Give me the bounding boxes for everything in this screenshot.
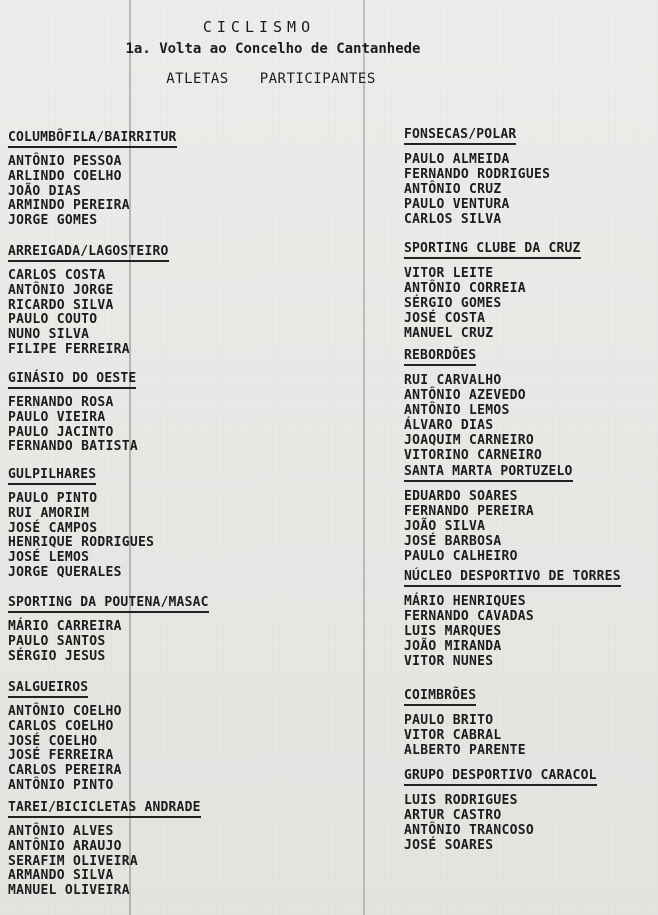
athlete-list xyxy=(404,594,621,669)
team-name: FONSECAS/POLAR xyxy=(404,127,516,145)
athlete-name: MÁRIO HENRIQUES xyxy=(404,594,526,609)
athlete-name: ARMANDO SILVA xyxy=(8,868,114,884)
athlete-name: ANTÔNIO PINTO xyxy=(8,777,114,793)
section-heading-left: ATLETAS xyxy=(166,71,229,87)
athlete-name: JOAQUIM CARNEIRO xyxy=(404,433,535,448)
athlete-name: MÁRIO CARREIRA xyxy=(8,619,122,634)
athlete-name: FERNANDO ROSA xyxy=(8,395,114,410)
athlete-name: RUI CARVALHO xyxy=(404,373,502,388)
team-name: COIMBRÕES xyxy=(404,688,476,706)
athlete-name: PAULO JACINTO xyxy=(8,424,114,440)
team-block xyxy=(8,463,154,581)
athlete-name: LUIS MARQUES xyxy=(404,624,502,639)
team-block xyxy=(404,237,581,341)
document-title: CICLISMO xyxy=(202,18,316,36)
athlete-name: VITORINO CARNEIRO xyxy=(404,448,543,463)
athlete-name: ANTÔNIO COELHO xyxy=(8,704,122,719)
athlete-name: ANTÔNIO ARAUJO xyxy=(8,838,122,854)
athlete-name: FERNANDO CAVADAS xyxy=(404,609,535,624)
athlete-name: MANUEL OLIVEIRA xyxy=(8,883,130,899)
athlete-name: JOSÉ CAMPOS xyxy=(8,520,98,536)
athlete-name: JOSÉ COELHO xyxy=(8,733,98,749)
athlete-name: ARMINDO PEREIRA xyxy=(8,198,130,214)
athlete-list xyxy=(404,489,573,564)
athlete-name: ANTÔNIO PESSOA xyxy=(8,154,122,169)
athlete-name: PAULO VIEIRA xyxy=(8,409,106,425)
athlete-name: RUI AMORIM xyxy=(8,505,90,521)
athlete-name: MANUEL CRUZ xyxy=(404,326,494,341)
athlete-list xyxy=(8,620,209,664)
athlete-name: JOSÉ LEMOS xyxy=(8,550,90,566)
athlete-name: FERNANDO PEREIRA xyxy=(404,504,535,519)
athlete-name: CARLOS SILVA xyxy=(404,212,502,227)
athlete-list xyxy=(8,396,138,455)
athlete-name: ANTÔNIO JORGE xyxy=(8,282,114,298)
athlete-name: PAULO BRITO xyxy=(404,713,494,728)
athlete-name: JOÃO MIRANDA xyxy=(404,639,502,654)
team-block xyxy=(8,240,169,358)
athlete-name: PAULO PINTO xyxy=(8,491,98,506)
athlete-name: ARTUR CASTRO xyxy=(404,808,502,823)
athlete-name: ANTÔNIO ALVES xyxy=(8,824,114,839)
athlete-name: ANTÔNIO CORREIA xyxy=(404,281,526,296)
athlete-name: ANTÔNIO TRANCOSO xyxy=(404,823,535,838)
athlete-name: JOSÉ COSTA xyxy=(404,311,486,326)
athlete-list xyxy=(404,266,581,341)
team-name: SPORTING CLUBE DA CRUZ xyxy=(404,241,581,259)
athlete-name: JOSÉ BARBOSA xyxy=(404,534,502,549)
athlete-name: SÉRGIO GOMES xyxy=(404,296,502,311)
athlete-name: ALBERTO PARENTE xyxy=(404,743,526,758)
athlete-name: NUNO SILVA xyxy=(8,327,90,343)
athlete-list xyxy=(404,713,526,758)
athlete-name: LUIS RODRIGUES xyxy=(404,793,518,808)
athlete-name: JOÃO SILVA xyxy=(404,519,486,534)
athlete-name: PAULO VENTURA xyxy=(404,197,510,212)
team-name: NÚCLEO DESPORTIVO DE TORRES xyxy=(404,569,621,587)
athlete-list xyxy=(8,269,169,358)
athlete-name: JOSÉ SOARES xyxy=(404,838,494,853)
team-name: COLUMBÔFILA/BAIRRITUR xyxy=(8,130,177,148)
athlete-name: ANTÔNIO AZEVEDO xyxy=(404,388,526,403)
athlete-name: ARLINDO COELHO xyxy=(8,168,122,184)
athlete-name: CARLOS COSTA xyxy=(8,268,106,283)
team-block xyxy=(8,796,201,899)
scan-streak xyxy=(363,0,365,915)
athlete-name: SERAFIM OLIVEIRA xyxy=(8,853,139,869)
athlete-name: PAULO ALMEIDA xyxy=(404,152,510,167)
athlete-list xyxy=(404,373,542,463)
team-block xyxy=(8,126,177,229)
team-block xyxy=(404,764,597,853)
team-name: REBORDÕES xyxy=(404,348,476,366)
team-name: GRUPO DESPORTIVO CARACOL xyxy=(404,768,597,786)
athlete-name: VITOR LEITE xyxy=(404,266,494,281)
team-block xyxy=(404,123,550,227)
athlete-name: VITOR NUNES xyxy=(404,654,494,669)
team-block xyxy=(8,367,138,455)
athlete-name: JOSÉ FERREIRA xyxy=(8,748,114,764)
team-block xyxy=(404,684,526,758)
athlete-name: CARLOS COELHO xyxy=(8,718,114,734)
athlete-name: HENRIQUE RODRIGUES xyxy=(8,535,155,551)
athlete-list xyxy=(404,152,550,227)
team-name: GULPILHARES xyxy=(8,467,96,485)
athlete-name: FERNANDO BATISTA xyxy=(8,439,139,455)
section-heading-right: PARTICIPANTES xyxy=(259,71,376,87)
athlete-name: EDUARDO SOARES xyxy=(404,489,518,504)
athlete-list xyxy=(8,705,122,794)
team-block xyxy=(404,460,573,564)
team-block xyxy=(404,565,621,669)
athlete-name: FILIPE FERREIRA xyxy=(8,341,130,357)
athlete-name: PAULO SANTOS xyxy=(8,633,106,649)
event-title: 1a. Volta ao Concelho de Cantanhede xyxy=(125,41,421,57)
section-heading xyxy=(0,71,600,87)
athlete-name: ÁLVARO DIAS xyxy=(404,418,494,433)
team-name: ARREIGADA/LAGOSTEIRO xyxy=(8,244,169,262)
team-name: SANTA MARTA PORTUZELO xyxy=(404,464,573,482)
athlete-name: PAULO CALHEIRO xyxy=(404,549,518,564)
athlete-name: SÉRGIO JESUS xyxy=(8,648,106,664)
athlete-list xyxy=(8,155,177,229)
team-name: GINÁSIO DO OESTE xyxy=(8,371,136,389)
team-name: TAREI/BICICLETAS ANDRADE xyxy=(8,800,201,818)
athlete-name: ANTÔNIO CRUZ xyxy=(404,182,502,197)
athlete-list xyxy=(404,793,597,853)
athlete-name: JORGE QUERALES xyxy=(8,564,122,580)
team-name: SALGUEIROS xyxy=(8,680,88,698)
athlete-name: JORGE GOMES xyxy=(8,213,98,229)
athlete-name: ANTÔNIO LEMOS xyxy=(404,403,510,418)
team-block xyxy=(404,344,542,463)
athlete-name: CARLOS PEREIRA xyxy=(8,763,122,779)
athlete-name: JOÃO DIAS xyxy=(8,183,82,199)
athlete-name: FERNANDO RODRIGUES xyxy=(404,167,551,182)
athlete-name: VITOR CABRAL xyxy=(404,728,502,743)
athlete-name: PAULO COUTO xyxy=(8,312,98,328)
team-block xyxy=(8,591,209,664)
athlete-name: RICARDO SILVA xyxy=(8,297,114,313)
team-block xyxy=(8,676,122,794)
team-name: SPORTING DA POUTENA/MASAC xyxy=(8,595,209,613)
athlete-list xyxy=(8,492,154,581)
athlete-list xyxy=(8,825,201,899)
